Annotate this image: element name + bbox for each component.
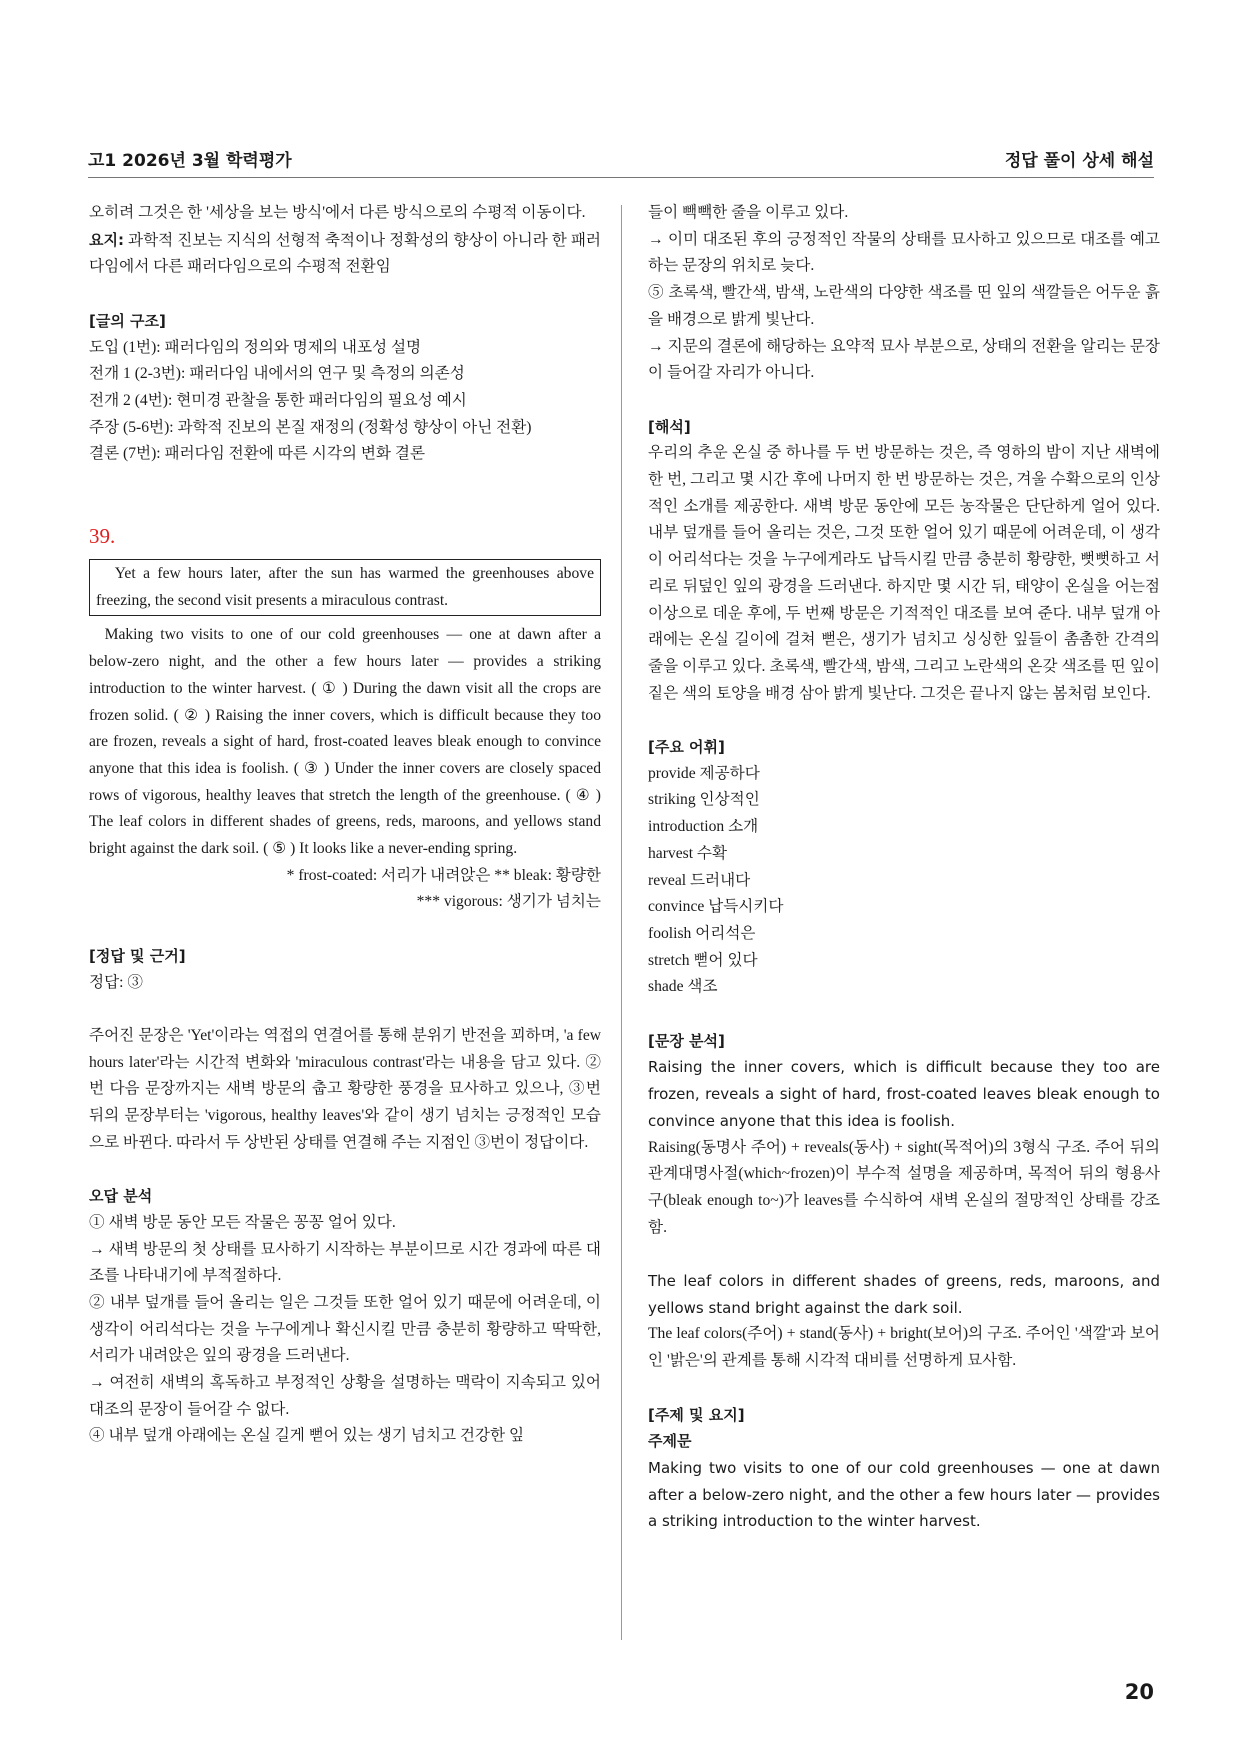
vocab-item: stretch 뻗어 있다 — [648, 951, 758, 969]
wrong-answer-item: ① 새벽 방문 동안 모든 작물은 꽁꽁 얼어 있다. — [89, 1213, 396, 1231]
question-number: 39. — [89, 524, 116, 549]
translation-heading: [해석] — [648, 417, 691, 436]
answer-line: 정답: ③ — [89, 973, 143, 991]
answer-explanation: 주어진 문장은 'Yet'이라는 역접의 연결어를 통해 분위기 반전을 꾀하며, 'a few hours later'라는 시간적 변화와 'miraculous contrast'라는 내용을 담고 있다. ②번 다음 문장까지는 새벽 방문의 춥고 황량한 풍경을 묘사하고 있으나, ③번 뒤의 문장부터는 'vigorous, healthy leaves'와 같이 생기 넘치는 긍정적인 모습으로 바뀐다. 따라서 두 상반된 상태를 연결해 주는 지점인 ③번이 정답이다. — [89, 1026, 601, 1151]
analysis-heading: [문장 분석] — [648, 1031, 725, 1050]
theme-sentence: Making two visits to one of our cold greenhouses — one at dawn after a below-zero night, and the other a few hours later — provides a striking introduction to the winter harvest. — [648, 1458, 1160, 1531]
summary-label: 요지: — [89, 230, 124, 249]
analysis-explanation: The leaf colors(주어) + stand(동사) + bright(보어)의 구조. 주어인 '색깔'과 보어인 '밝은'의 관계를 통해 시각적 대비를 선명하게 묘사함. — [648, 1325, 1160, 1370]
continuation-text: 오히려 그것은 한 '세상을 보는 방식'에서 다른 방식으로의 수평적 이동이다. — [89, 204, 586, 221]
analysis-sentence: Raising the inner covers, which is difficult because they too are frozen, reveals a sight of hard, frost-coated leaves bleak enough to convince anyone that this idea is foolish. — [648, 1058, 1160, 1130]
section-title: 정답 풀이 상세 해설 — [1004, 151, 1154, 171]
structure-item: 도입 (1번): 패러다임의 정의와 명제의 내포성 설명 — [89, 338, 422, 356]
summary — [89, 227, 601, 281]
footnote: *** vigorous: 생기가 넘치는 — [416, 893, 601, 911]
theme-subheading: 주제문 — [648, 1432, 692, 1451]
wrong-answer-item: → 이미 대조된 후의 긍정적인 작물의 상태를 묘사하고 있으므로 대조를 예고하는 문장의 위치로 늦다. — [648, 230, 1160, 275]
theme-heading: [주제 및 요지] — [648, 1405, 745, 1424]
wrong-answer-item: → 지문의 결론에 해당하는 요약적 묘사 부분으로, 상태의 전환을 알리는 문장이 들어갈 자리가 아니다. — [648, 337, 1160, 382]
column-divider — [621, 205, 622, 1640]
wrong-answer-item: → 새벽 방문의 첫 상태를 묘사하기 시작하는 부분이므로 시간 경과에 따른 대조를 나타내기에 부적절하다. — [89, 1240, 601, 1285]
wrong-answer-item: ② 내부 덮개를 들어 올리는 일은 그것들 또한 얼어 있기 때문에 어려운데, 이 생각이 어리석다는 것을 누구에게나 확신시킬 만큼 충분히 황량하고 딱딱한, 서리가 내려앉은 잎의 광경을 드러낸다. — [89, 1293, 601, 1365]
structure-item: 전개 2 (4번): 현미경 관찰을 통한 패러다임의 필요성 예시 — [89, 391, 467, 409]
answer-heading: [정답 및 근거] — [89, 946, 186, 965]
wrong-answer-item: ⑤ 초록색, 빨간색, 밤색, 노란색의 다양한 색조를 띤 잎의 색깔들은 어두운 흙을 배경으로 밝게 빛난다. — [648, 284, 1160, 328]
page-number: 20 — [1124, 1680, 1154, 1704]
wrong-answer-item: 들이 빽빽한 줄을 이루고 있다. — [648, 204, 849, 221]
structure-heading: [글의 구조] — [89, 311, 166, 330]
passage: Making two visits to one of our cold greenhouses — one at dawn after a below-zero night, and the other a few hours later — provides a striking introduction to the winter harvest. ( ① ) During the dawn visit all the crops are frozen solid. ( ② ) Raising the inner covers, which is difficult because they too are frozen, reveals a sight of hard, frost-coated leaves bleak enough to convince anyone that this idea is foolish. ( ③ ) Under the inner covers are closely spaced rows of vigorous, healthy leaves that stretch the length of the greenhouse. ( ④ ) The leaf colors in different shades of greens, reds, maroons, and yellows stand bright against the dark soil. ( ⑤ ) It looks like a never-ending spring. — [89, 626, 601, 858]
vocab-heading: [주요 어휘] — [648, 738, 725, 757]
given-sentence-box: Yet a few hours later, after the sun has warmed the greenhouses above freezing, the second visit presents a miraculous contrast. — [89, 559, 601, 616]
analysis-sentence: The leaf colors in different shades of greens, reds, maroons, and yellows stand bright against the dark soil. — [648, 1272, 1160, 1317]
summary-text: 과학적 진보는 지식의 선형적 축적이나 정확성의 향상이 아니라 한 패러다임에서 다른 패러다임으로의 수평적 전환임 — [89, 231, 601, 276]
right-column — [648, 200, 1160, 1535]
exam-title: 고1 2026년 3월 학력평가 — [88, 151, 292, 171]
vocab-item: reveal 드러내다 — [648, 871, 751, 889]
analysis-explanation: Raising(동명사 주어) + reveals(동사) + sight(목적어)의 3형식 구조. 주어 뒤의 관계대명사절(which~frozen)이 부수적 설명을 제공하며, 목적어 뒤의 형용사구(bleak enough to~)가 leaves를 수식하여 새벽 온실의 절망적인 상태를 강조함. — [648, 1138, 1160, 1236]
vocab-item: striking 인상적인 — [648, 791, 760, 809]
vocab-item: convince 납득시키다 — [648, 898, 784, 916]
wrong-answer-item: ④ 내부 덮개 아래에는 온실 길게 뻗어 있는 생기 넘치고 건강한 잎 — [89, 1427, 525, 1445]
wrong-answer-item: → 여전히 새벽의 혹독하고 부정적인 상황을 설명하는 맥락이 지속되고 있어 대조의 문장이 들어갈 수 없다. — [89, 1374, 601, 1418]
structure-item: 전개 1 (2-3번): 패러다임 내에서의 연구 및 측정의 의존성 — [89, 365, 465, 383]
vocab-item: introduction 소개 — [648, 818, 759, 836]
footnote: * frost-coated: 서리가 내려앉은 ** bleak: 황량한 — [286, 866, 601, 884]
structure-item: 주장 (5-6번): 과학적 진보의 본질 재정의 (정확성 향상이 아닌 전환) — [89, 418, 532, 436]
header-divider — [88, 177, 1154, 178]
translation: 우리의 추운 온실 중 하나를 두 번 방문하는 것은, 즉 영하의 밤이 지난 새벽에 한 번, 그리고 몇 시간 후에 나머지 한 번 방문하는 것은, 겨울 수확으로의 인상적인 소개를 제공한다. 새벽 방문 동안에 모든 농작물은 단단하게 얼어 있다. 내부 덮개를 들어 올리는 것은, 그것 또한 얼어 있기 때문에 어려운데, 이 생각이 어리석다는 것을 누구에게라도 납득시킬 만큼 충분히 황량한, 뻣뻣하고 서리로 뒤덮인 잎의 광경을 드러낸다. 하지만 몇 시간 뒤, 태양이 온실을 어는점 이상으로 데운 후에, 두 번째 방문은 기적적인 대조를 보여 준다. 내부 덮개 아래에는 온실 길이에 걸쳐 뻗은, 생기가 넘치고 싱싱한 잎들이 촘촘한 간격의 줄을 이루고 있다. 초록색, 빨간색, 밤색, 그리고 노란색의 온갖 색조를 띤 잎이 짙은 색의 토양을 배경 삼아 밝게 빛난다. 그것은 끝나지 않는 봄처럼 보인다. — [648, 444, 1160, 702]
page-header — [88, 146, 1154, 174]
structure-item: 결론 (7번): 패러다임 전환에 따른 시각의 변화 결론 — [89, 445, 426, 463]
vocab-item: foolish 어리석은 — [648, 924, 756, 942]
vocab-item: shade 색조 — [648, 978, 718, 996]
wrong-answer-heading: 오답 분석 — [89, 1187, 153, 1206]
vocab-item: provide 제공하다 — [648, 764, 760, 782]
vocab-item: harvest 수확 — [648, 844, 728, 862]
left-column — [89, 200, 601, 1450]
